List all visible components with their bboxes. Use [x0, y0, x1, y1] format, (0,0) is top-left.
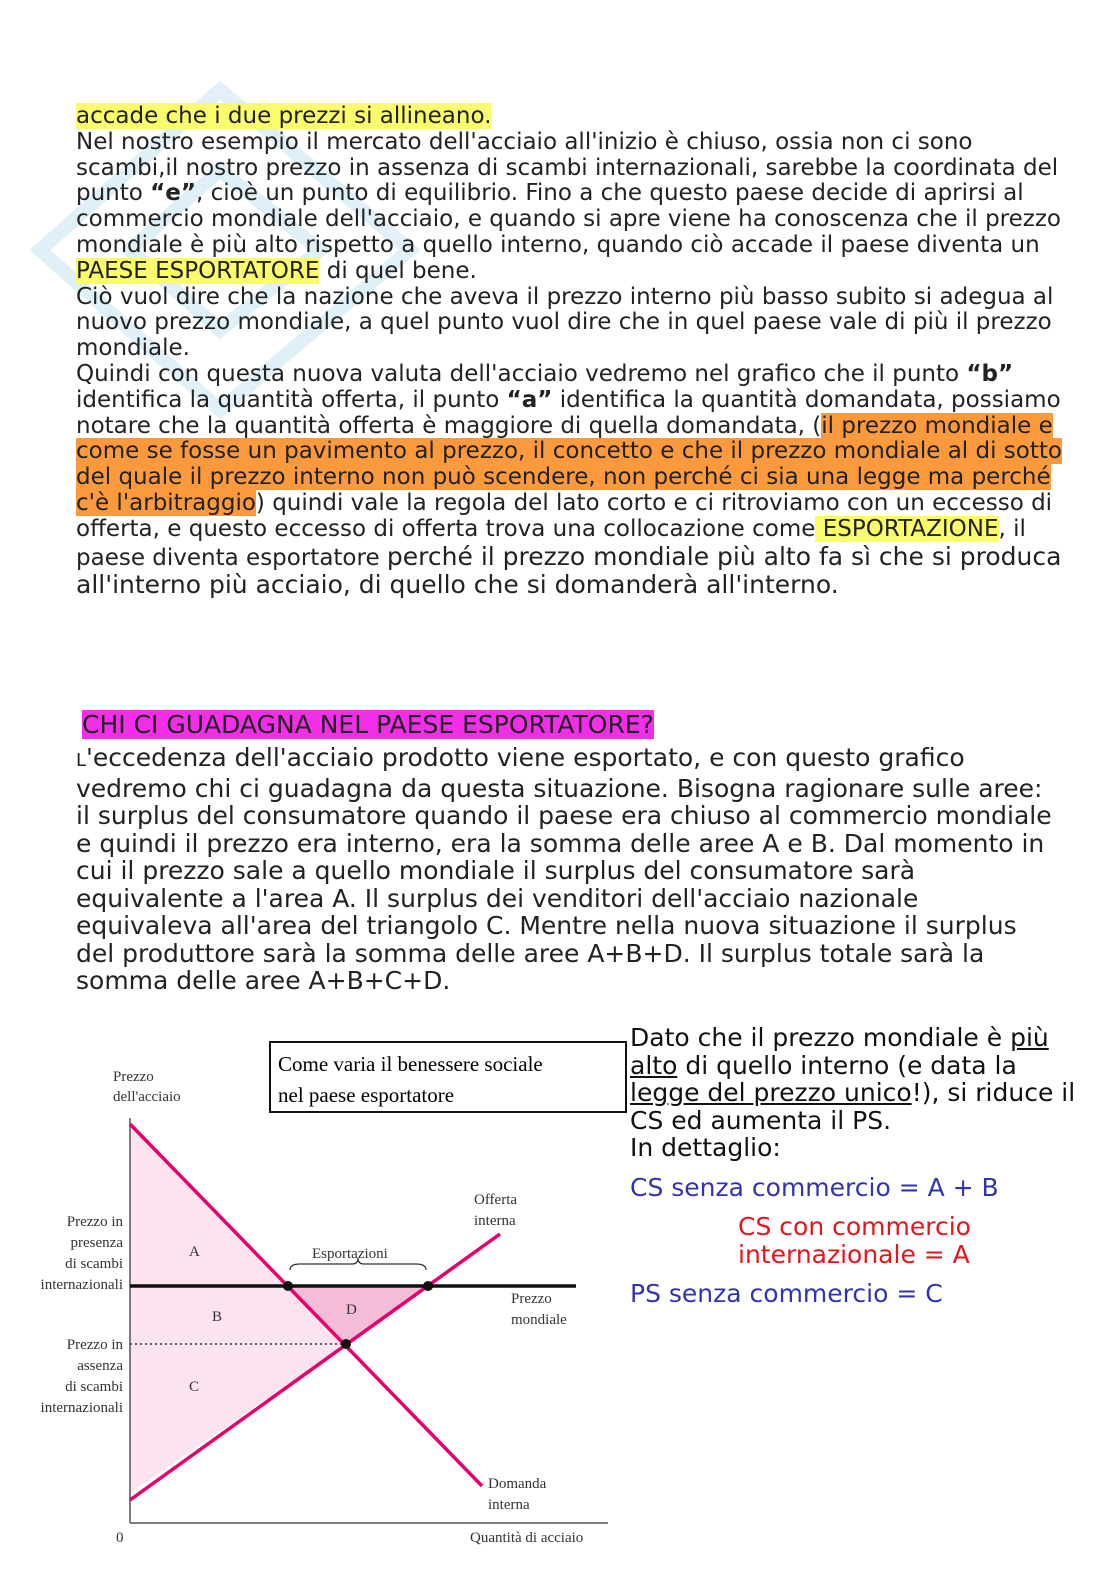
cs-con-commercio: CS con commercio internazionale = A: [738, 1212, 971, 1269]
point-e: [341, 1339, 351, 1349]
marker-domestic-price-label: [41, 1337, 124, 1416]
origin-label: 0: [116, 1530, 124, 1546]
world-price-label-2: mondiale: [511, 1312, 567, 1328]
point-b-label: “b”: [966, 360, 1014, 387]
chart-title-line1: Come varia il benessere sociale: [278, 1052, 543, 1076]
paragraph-surplus-explanation: L'eccedenza dell'acciaio prodotto viene esportato, e con questo grafico vedremo chi ci guadagna da questa situazione. Bisogna ragionare sulle aree: il surplus del consumatore quando il paese era chiuso al commercio mondiale e quindi il prezzo era interno, era la somma delle aree A e B. Dal momento in cui il prezzo sale a quello mondiale il surplus del consumatore sarà equivalente a l'area A. Il surplus dei venditori dell'acciaio nazionale equivaleva all'area del triangolo C. Mentre nella nuova situazione il surplus del produttore sarà la somma delle aree A+B+D. Il surplus totale sarà la somma delle aree A+B+C+D.: [76, 743, 1052, 995]
chart-title-line2: nel paese esportatore: [278, 1083, 455, 1107]
dettaglio-label: In dettaglio:: [630, 1133, 781, 1162]
demand-label-2: interna: [488, 1497, 530, 1513]
supply-label-2: interna: [474, 1213, 516, 1229]
svg-text:di scambi: di scambi: [65, 1379, 123, 1395]
world-price-label-1: Prezzo: [511, 1291, 552, 1307]
cs-senza-commercio: CS senza commercio = A + B: [630, 1172, 999, 1202]
intro-text: Dato che il prezzo mondiale è più alto di quello interno (e data la legge del prezzo unico!), si riduce il CS ed aumenta il PS.: [630, 1023, 1076, 1135]
highlight-prices-align: accade che i due prezzi si allineano.: [76, 103, 492, 129]
ps-senza-commercio: PS senza commercio = C: [630, 1279, 943, 1308]
svg-text:internazionali: internazionali: [40, 1277, 123, 1293]
area-b-label: B: [212, 1309, 223, 1325]
x-axis-label: Quantità di acciaio: [470, 1530, 584, 1546]
svg-text:presenza: presenza: [70, 1235, 123, 1251]
supply-label-1: Offerta: [474, 1192, 518, 1208]
area-c-label: C: [189, 1379, 200, 1395]
y-axis-label-2: dell'acciaio: [113, 1089, 181, 1105]
point-a-label: “a”: [506, 386, 553, 413]
paragraph-export-explanation: accade che i due prezzi si allineano. Nel nostro esempio il mercato dell'acciaio all'inizio è chiuso, ossia non ci sono scambi,il nostro prezzo in assenza di scambi internazionali, sarebbe la coordinata del punto “e”, cioè un punto di equilibrio. Fino a che questo paese decide di aprirsi al commercio mondiale dell'acciaio, e quando si apre viene ha conoscenza che il prezzo mondiale è più alto rispetto a quello interno, quando ciò accade il paese diventa un PAESE ESPORTATORE di quel bene. Ciò vuol dire che la nazione che aveva il prezzo interno più basso subito si adegua al nuovo prezzo mondiale, a quel punto vuol dire che in quel paese vale di più il prezzo mondiale. Quindi con questa nuova valuta dell'acciaio vedremo nel grafico che il punto “b” identifica la quantità offerta, il punto “a” identifica la quantità domandata, possiamo notare che la quantità offerta è maggiore di quella domandata, (il prezzo mondiale e come se fosse un pavimento al prezzo, il concetto e che il prezzo mondiale al di sotto del quale il prezzo interno non può scendere, non perché ci sia una legge ma perché c'è l'arbitraggio) quindi vale la regola del lato corto e ci ritroviamo con un eccesso di offerta, e questo eccesso di offerta trova una collocazione come ESPORTAZIONE, il paese diventa esportatore perché il prezzo mondiale più alto fa sì che si produca all'interno più acciaio, di quello che si domanderà all'interno.: [76, 103, 1062, 600]
area-a-label: A: [189, 1244, 200, 1260]
marker-world-price-label: [41, 1214, 124, 1293]
point-b: [423, 1281, 433, 1291]
svg-text:Prezzo in: Prezzo in: [66, 1214, 123, 1230]
area-d-label: D: [346, 1302, 357, 1318]
y-axis-label-1: Prezzo: [113, 1069, 154, 1085]
exports-label: Esportazioni: [312, 1246, 388, 1262]
svg-text:di scambi: di scambi: [65, 1256, 123, 1272]
demand-label-1: Domanda: [488, 1476, 547, 1492]
svg-text:Prezzo in: Prezzo in: [66, 1337, 123, 1353]
highlight-esportazione: ESPORTAZIONE: [822, 515, 999, 542]
svg-text:internazionali: internazionali: [40, 1400, 123, 1416]
right-column-notes: [630, 1024, 1090, 1308]
section-heading: CHI CI GUADAGNA NEL PAESE ESPORTATORE?: [82, 710, 654, 739]
point-a: [283, 1281, 293, 1291]
highlight-paese-esportatore: PAESE ESPORTATORE: [76, 257, 320, 284]
point-e-label: “e”: [150, 180, 196, 207]
svg-text:assenza: assenza: [77, 1358, 123, 1374]
welfare-chart-svg: [20, 1038, 628, 1558]
highlight-arbitrage: il prezzo mondiale e come se fosse un pavimento al prezzo, il concetto e che il prezzo mondiale al di sotto del quale il prezzo interno non può scendere, non perché ci sia una legge ma perché c'è l'arbitraggio: [76, 412, 1062, 516]
welfare-chart: [20, 1038, 628, 1558]
